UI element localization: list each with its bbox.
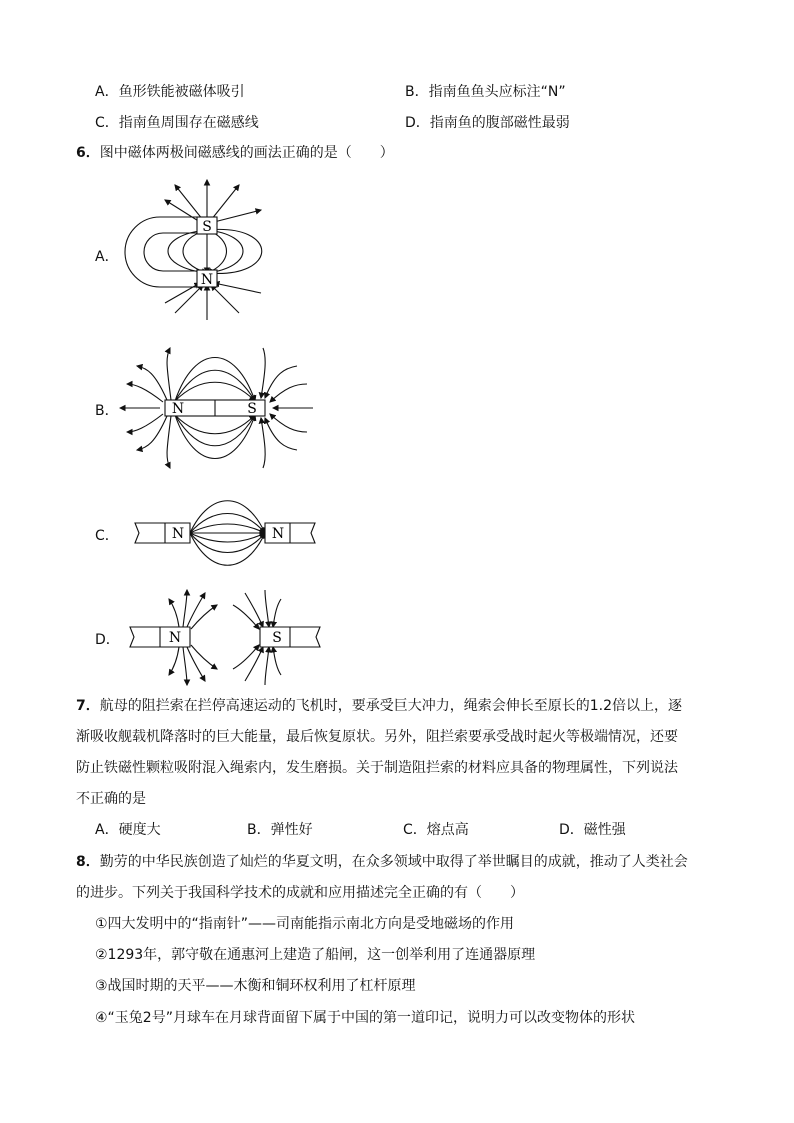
q7-option-c: C．熔点高 [403, 822, 469, 838]
pole-label-n: N [168, 630, 182, 646]
pole-label-n-right: N [271, 526, 285, 542]
q6-stem-text: 图中磁体两极间磁感线的画法正确的是（ ） [99, 145, 394, 161]
q7-line-1 [76, 696, 682, 716]
q8-line-1 [76, 852, 688, 872]
pole-label-s: S [247, 401, 257, 417]
q6-stem [76, 143, 394, 163]
q7-option-a: A．硬度大 [95, 822, 161, 838]
q5-option-c: C．指南鱼周围存在磁感线 [95, 115, 259, 131]
q7-number: 7． [76, 698, 100, 714]
figure-b-bar-magnet [115, 338, 320, 478]
figure-a-horseshoe-magnet [115, 175, 290, 325]
q8-item-1: ①四大发明中的“指南针”——司南能指示南北方向是受地磁场的作用 [95, 916, 515, 932]
q8-item-2: ②1293年，郭守敬在通惠河上建造了船闸，这一创举利用了连通器原理 [95, 947, 536, 963]
q7-line-3: 防止铁磁性颗粒吸附混入绳索内，发生磨损。关于制造阻拦索的材料应具备的物理属性，下列说法 [76, 760, 678, 776]
pole-label-s: S [202, 219, 212, 235]
pole-label-n: N [200, 272, 214, 288]
pole-label-n: N [171, 401, 185, 417]
q7-option-b: B．弹性好 [247, 822, 313, 838]
q8-item-3: ③战国时期的天平——木衡和铜环权利用了杠杆原理 [95, 978, 416, 994]
q7-text-1: 航母的阻拦索在拦停高速运动的飞机时，要承受巨大冲力，绳索会伸长至原长的1.2倍以上，逐 [99, 698, 683, 714]
q6-option-d-label: D． [95, 632, 120, 648]
figure-d-diagonal-magnets [125, 585, 325, 690]
q8-line-2: 的进步。下列关于我国科学技术的成就和应用描述完全正确的有（ ） [76, 885, 524, 901]
q6-number: 6． [76, 145, 100, 161]
q6-option-a-label: A． [95, 249, 119, 265]
q8-text-1: 勤劳的中华民族创造了灿烂的华夏文明，在众多领域中取得了举世瞩目的成就，推动了人类社会 [99, 854, 688, 870]
q5-option-a: A．鱼形铁能被磁体吸引 [95, 84, 245, 100]
pole-label-s: S [272, 630, 282, 646]
q6-option-b-label: B． [95, 403, 119, 419]
q8-number: 8． [76, 854, 100, 870]
q7-line-4: 不正确的是 [76, 791, 146, 807]
q6-option-c-label: C． [95, 528, 119, 544]
q7-line-2: 渐吸收舰载机降落时的巨大能量，最后恢复原状。另外，阻拦索要承受战时起火等极端情况，还要 [76, 729, 678, 745]
q5-option-d: D．指南鱼的腹部磁性最弱 [405, 115, 570, 131]
q8-item-4: ④“玉兔2号”月球车在月球背面留下属于中国的第一道印记，说明力可以改变物体的形状 [95, 1010, 635, 1026]
q5-option-b: B．指南鱼鱼头应标注“N” [405, 84, 566, 100]
q7-option-d: D．磁性强 [559, 822, 626, 838]
figure-c-like-poles [130, 485, 320, 580]
pole-label-n-left: N [171, 526, 185, 542]
